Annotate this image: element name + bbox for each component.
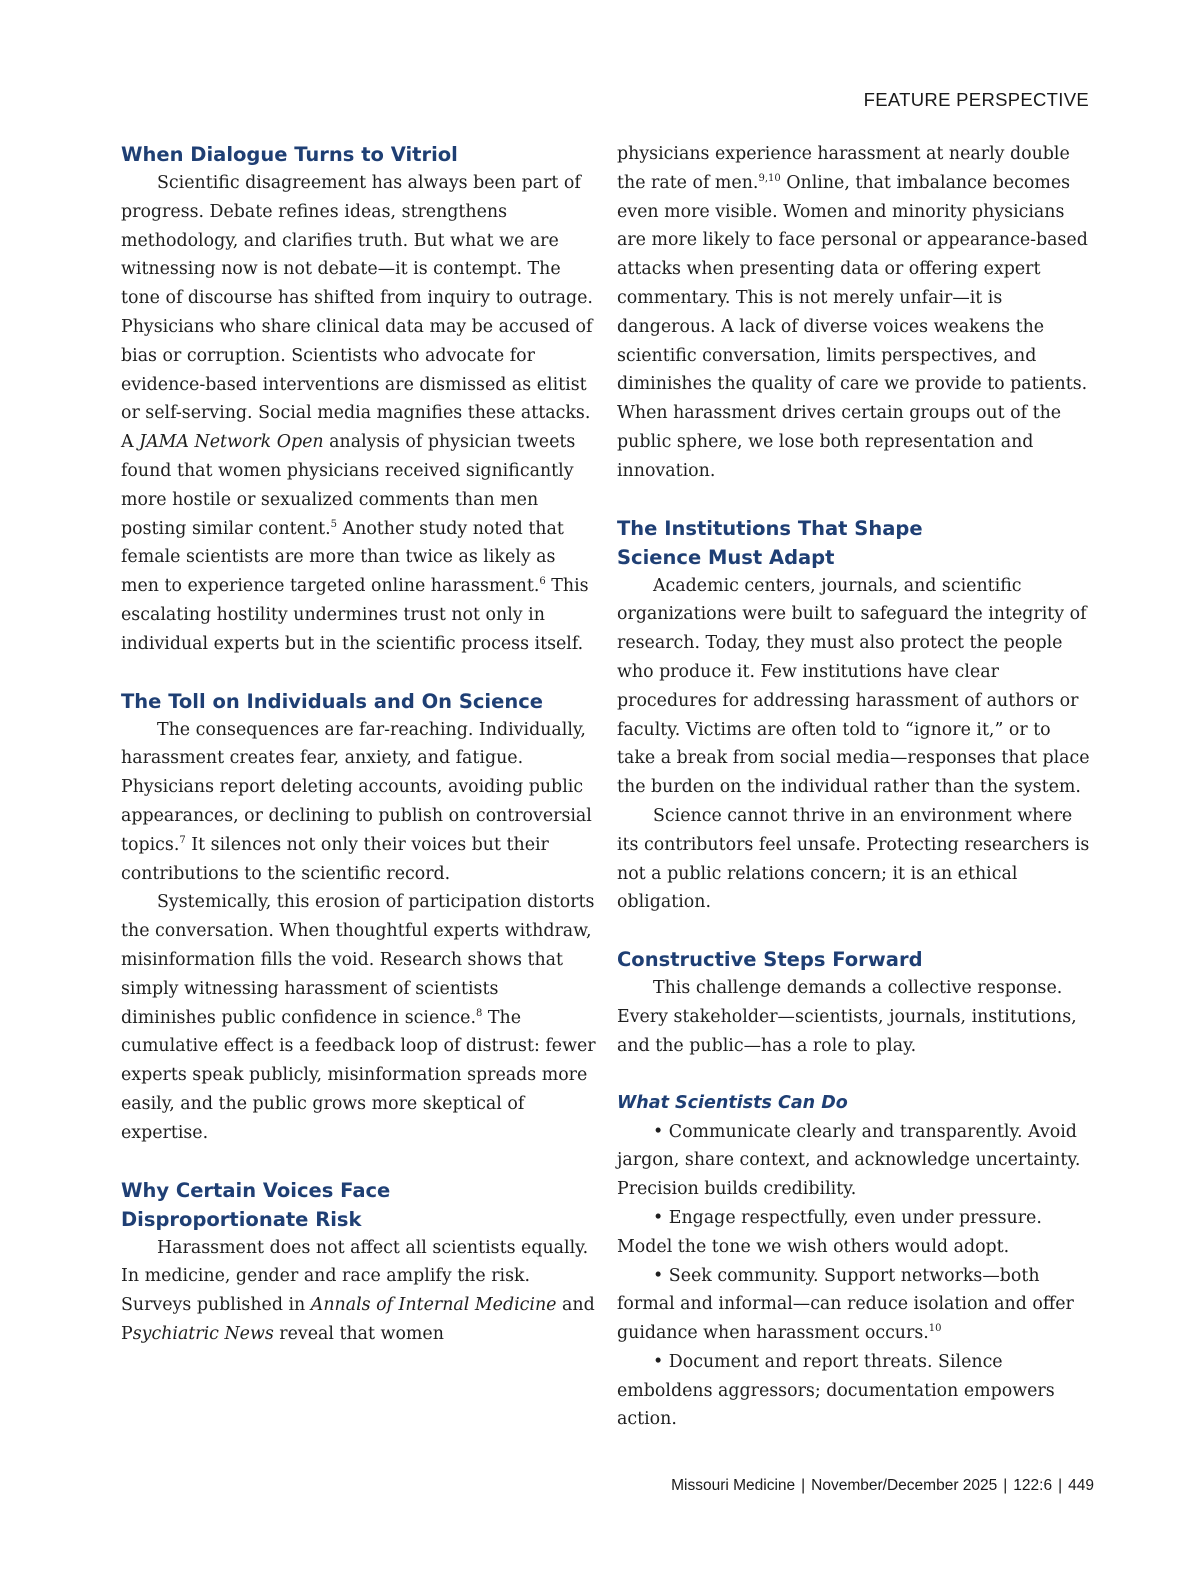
- paragraph: Scientific disagreement has always been part of progress. Debate refines ideas, strengthens methodology, and clarifies truth. But what we are witnessing now is not debate—it is contempt. The tone of discourse has shifted from inquiry to outrage. Physicians who share clinical data may be accused of bias or corruption. Scientists who advocate for evidence-based interventions are dismissed as elitist or self-serving. Social media magnifies these attacks. A JAMA Network Open analysis of physician tweets found that women physicians received significantly more hostile or sexualized comments than men posting similar content.$^5$ Another study noted that female scientists are more than twice as likely as men to experience targeted online harassment.$^6$ This escalating hostility undermines trust not only in individual experts but in the scientific process itself.: [121, 173, 593, 654]
- reference-number: 8: [476, 1007, 483, 1019]
- bullet-item: • Communicate clearly and transparently. Avoid jargon, share context, and acknowledge uncertainty. Precision builds credibility.: [617, 1121, 1081, 1200]
- footer-volume: 122:6: [1013, 1477, 1053, 1494]
- paragraph: Science cannot thrive in an environment where its contributors feel unsafe. Protecting researchers is not a public relations concern; it is an ethical obligation.: [617, 805, 1090, 913]
- heading-toll-on-individuals: The Toll on Individuals and On Science: [121, 689, 544, 713]
- page-footer: Missouri Medicine | November/December 2025 | 122:6 | 449: [671, 1477, 1094, 1494]
- reference-number: 9,10: [758, 173, 781, 184]
- bullet-item: • Document and report threats. Silence emboldens aggressors; documentation empowers action.: [617, 1351, 1055, 1430]
- reference-number: 10: [928, 1323, 942, 1335]
- bullet-item: • Engage respectfully, even under pressure. Model the tone we wish others would adopt.: [617, 1207, 1042, 1257]
- bullet-item: • Seek community. Support networks—both formal and informal—can reduce isolation and offer guidance when harassment occurs.$^{10}$: [617, 1265, 1074, 1344]
- paragraph: The consequences are far-reaching. Individually, harassment creates fear, anxiety, and fatigue. Physicians report deleting accounts, avoiding public appearances, or declining to publish on controversial topics.$^7$ It silences not only their voices but their contributions to the scientific record.: [121, 719, 592, 884]
- paragraph: Academic centers, journals, and scientific organizations were built to safeguard the integrity of research. Today, they must also protect the people who produce it. Few institutions have clear procedures for addressing harassment of authors or faculty. Victims are often told to “ignore it,” or to take a break from social media—responses that place the burden on the individual rather than the system.: [617, 575, 1090, 798]
- footer-issue-date: November/December 2025: [811, 1477, 998, 1494]
- journal-name: sychiatric News: [132, 1323, 274, 1344]
- heading-institutions-adapt: The Institutions That Shape Science Must Adapt: [617, 516, 923, 569]
- paragraph: physicians experience harassment at nearly double the rate of men.$^{9,10}$ Online, that imbalance becomes even more visible. Women and minority physicians are more likely to face personal or appearance-based attacks when presenting data or offering expert commentary. This is not merely unfair—it is dangerous. A lack of diverse voices weakens the scientific conversation, limits perspectives, and diminishes the quality of care we provide to patients. When harassment drives certain groups out of the public sphere, we lose both representation and innovation.: [617, 144, 1088, 481]
- section-label: FEATURE PERSPECTIVE: [863, 89, 1089, 110]
- heading-dialogue-vitriol: When Dialogue Turns to Vitriol: [121, 143, 458, 166]
- right-column: [617, 140, 1092, 1434]
- heading-disproportionate-risk: Why Certain Voices Face Disproportionate Risk: [121, 1178, 391, 1231]
- reference-number: 7: [179, 834, 186, 846]
- page-number: 449: [1068, 1477, 1094, 1494]
- paragraph: Harassment does not affect all scientists equally. In medicine, gender and race amplify the risk. Surveys published in Annals of Internal Medicine and Psychiatric News reveal that women: [121, 1237, 595, 1344]
- left-column: [121, 140, 596, 1349]
- paragraph: Systemically, this erosion of participation distorts the conversation. When thoughtful experts withdraw, misinformation fills the void. Research shows that simply witnessing harassment of scientists diminishes public confidence in science.$^8$ The cumulative effect is a feedback loop of distrust: fewer experts speak publicly, misinformation spreads more easily, and the public grows more skeptical of expertise.: [121, 892, 596, 1143]
- journal-name: Annals of Internal Medicine: [310, 1295, 557, 1316]
- reference-number: 5: [330, 518, 338, 530]
- footer-journal: Missouri Medicine: [671, 1477, 796, 1494]
- journal-name: JAMA Network Open: [139, 432, 324, 453]
- reference-number: 6: [539, 576, 546, 588]
- paragraph: This challenge demands a collective response. Every stakeholder—scientists, journals, institutions, and the public—has a role to play.: [617, 978, 1077, 1056]
- subheading-what-scientists-can-do: What Scientists Can Do: [617, 1092, 848, 1113]
- heading-constructive-steps: Constructive Steps Forward: [617, 948, 923, 972]
